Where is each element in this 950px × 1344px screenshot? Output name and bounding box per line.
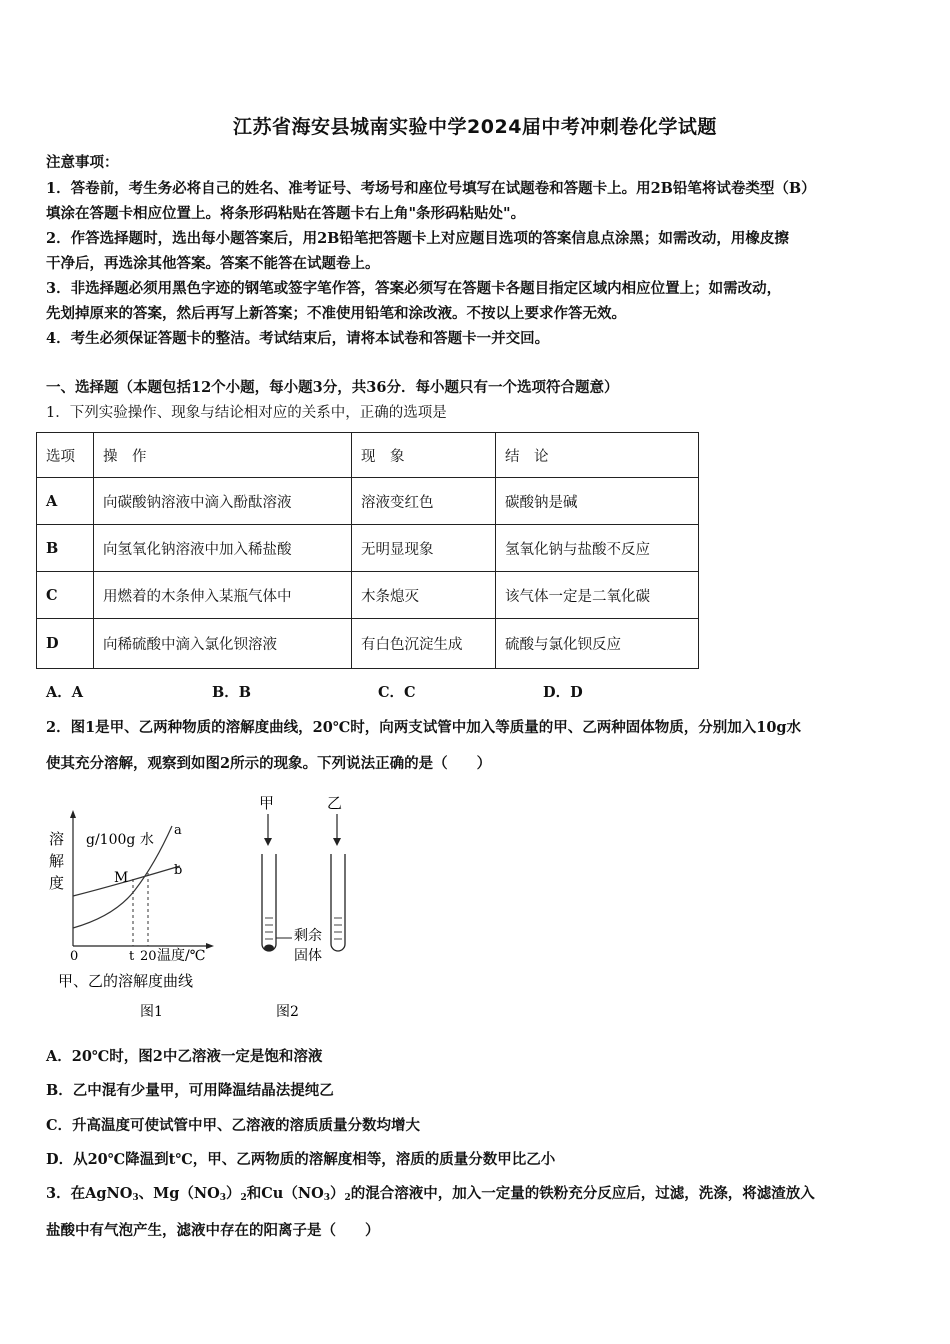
y-axis-arrow-icon <box>70 810 76 818</box>
subscript: 2 <box>240 1193 247 1203</box>
q3-text: ） <box>225 1185 241 1202</box>
q2-option-b[interactable]: B．乙中混有少量甲，可用降温结晶法提纯乙 <box>46 1082 334 1099</box>
residue-label: 固体 <box>294 948 322 964</box>
subscript: 2 <box>344 1193 351 1203</box>
table-cell: 该气体一定是二氧化碳 <box>496 572 699 619</box>
liquid-yi <box>334 918 342 939</box>
table-cell: 向碳酸钠溶液中滴入酚酞溶液 <box>94 478 352 525</box>
header-cell: 操 作 <box>94 433 352 478</box>
q1-choice-a[interactable]: A．A <box>46 684 84 701</box>
residue-label: 剩余 <box>294 928 322 944</box>
tick-t-label: t <box>129 949 135 964</box>
test-tube-jia <box>262 854 276 951</box>
q2-stem: 使其充分溶解，观察到如图2所示的现象。下列说法正确的是（ ） <box>46 755 492 772</box>
table-cell: 有白色沉淀生成 <box>352 619 496 669</box>
fig1-caption: 甲、乙的溶解度曲线 <box>58 972 194 990</box>
fig1-label: 图1 <box>140 1004 163 1020</box>
tube-yi-label: 乙 <box>327 794 343 812</box>
header-cell: 选项 <box>37 433 94 478</box>
table-cell: 向氢氧化钠溶液中加入稀盐酸 <box>94 525 352 572</box>
residue-solid <box>264 945 274 952</box>
test-tube-yi <box>331 854 345 951</box>
q3-text: 、Mg（NO <box>138 1185 220 1202</box>
y-label-char: 解 <box>49 852 65 870</box>
table-cell: 溶液变红色 <box>352 478 496 525</box>
table-cell: D <box>37 619 94 669</box>
table-cell: 木条熄灭 <box>352 572 496 619</box>
y-label-char: 度 <box>49 874 65 892</box>
origin-label: 0 <box>70 949 79 964</box>
q3-text: 的混合溶液中，加入一定量的铁粉充分反应后，过滤，洗涤，将滤渣放入 <box>350 1185 815 1202</box>
subscript: 3 <box>219 1193 226 1203</box>
table-cell: 碳酸钠是碱 <box>496 478 699 525</box>
table-cell: B <box>37 525 94 572</box>
table-header-row <box>37 433 699 478</box>
curve-b-label: b <box>174 863 183 878</box>
table-cell: 硫酸与氯化钡反应 <box>496 619 699 669</box>
curve-a-label: a <box>174 823 182 838</box>
q3-text: 和Cu（NO <box>246 1185 324 1202</box>
fig2-label: 图2 <box>276 1004 299 1020</box>
subscript: 3 <box>323 1193 330 1203</box>
q3-text: ） <box>329 1185 345 1202</box>
point-m-label: M <box>114 870 129 886</box>
table-row <box>37 478 699 525</box>
q3-stem: 盐酸中有气泡产生，滤液中存在的阳离子是（ ） <box>46 1222 380 1239</box>
table-cell: C <box>37 572 94 619</box>
q2-option-a[interactable]: A．20℃时，图2中乙溶液一定是饱和溶液 <box>46 1048 323 1065</box>
arrow-down-icon <box>264 838 272 846</box>
subscript: 3 <box>132 1193 139 1203</box>
q1-table <box>36 432 699 669</box>
notice-line: 填涂在答题卡相应位置上。将条形码粘贴在答题卡右上角"条形码粘贴处"。 <box>46 205 526 222</box>
q3-stem <box>46 1182 815 1203</box>
q2-stem: 2．图1是甲、乙两种物质的溶解度曲线，20℃时，向两支试管中加入等质量的甲、乙两种固体物质，分别加入10g水 <box>46 719 802 736</box>
q1-choice-d[interactable]: D．D <box>543 684 583 701</box>
q2-figure <box>40 788 360 1028</box>
unit-label: g/100g 水 <box>86 832 154 848</box>
liquid-jia <box>265 918 273 939</box>
tube-jia-label: 甲 <box>259 794 275 812</box>
q1-choice-b[interactable]: B．B <box>212 684 252 701</box>
q1-stem: 1．下列实验操作、现象与结论相对应的关系中，正确的选项是 <box>46 405 447 421</box>
notice-line: 干净后，再选涂其他答案。答案不能答在试题卷上。 <box>46 255 380 272</box>
table-cell: 向稀硫酸中滴入氯化钡溶液 <box>94 619 352 669</box>
q1-choice-c[interactable]: C．C <box>378 684 416 701</box>
q3-text: 3．在AgNO <box>46 1185 133 1202</box>
table-cell: 无明显现象 <box>352 525 496 572</box>
notice-line: 4．考生必须保证答题卡的整洁。考试结束后，请将本试卷和答题卡一并交回。 <box>46 330 550 347</box>
table-cell: 用燃着的木条伸入某瓶气体中 <box>94 572 352 619</box>
notice-line: 1．答卷前，考生务必将自己的姓名、准考证号、考场号和座位号填写在试题卷和答题卡上。用2B铅笔将试卷类型（B） <box>46 180 816 197</box>
page-title: 江苏省海安县城南实验中学2024届中考冲刺卷化学试题 <box>233 116 717 138</box>
q2-option-d[interactable]: D．从20℃降温到t℃，甲、乙两物质的溶解度相等，溶质的质量分数甲比乙小 <box>46 1151 556 1168</box>
header-cell: 现 象 <box>352 433 496 478</box>
table-row <box>37 572 699 619</box>
notice-line: 2．作答选择题时，选出每小题答案后，用2B铅笔把答题卡上对应题目选项的答案信息点涂黑；如需改动，用橡皮擦 <box>46 230 789 247</box>
table-cell: A <box>37 478 94 525</box>
arrow-down-icon <box>333 838 341 846</box>
section-heading: 一、选择题（本题包括12个小题，每小题3分，共36分．每小题只有一个选项符合题意） <box>46 379 619 396</box>
y-label-char: 溶 <box>49 830 65 848</box>
notice-line: 先划掉原来的答案，然后再写上新答案；不准使用铅笔和涂改液。不按以上要求作答无效。 <box>46 305 626 322</box>
q2-option-c[interactable]: C．升高温度可使试管中甲、乙溶液的溶质质量分数均增大 <box>46 1117 421 1134</box>
tick-20-label: 20 <box>140 949 157 964</box>
table-row <box>37 525 699 572</box>
table-cell: 氢氧化钠与盐酸不反应 <box>496 525 699 572</box>
x-axis-arrow-icon <box>206 943 214 949</box>
notice-heading: 注意事项： <box>46 154 119 171</box>
x-axis-label: 温度/℃ <box>157 948 206 964</box>
notice-line: 3．非选择题必须用黑色字迹的钢笔或签字笔作答，答案必须写在答题卡各题目指定区域内相应位置上；如需改动， <box>46 280 782 297</box>
table-row <box>37 619 699 669</box>
header-cell: 结 论 <box>496 433 699 478</box>
